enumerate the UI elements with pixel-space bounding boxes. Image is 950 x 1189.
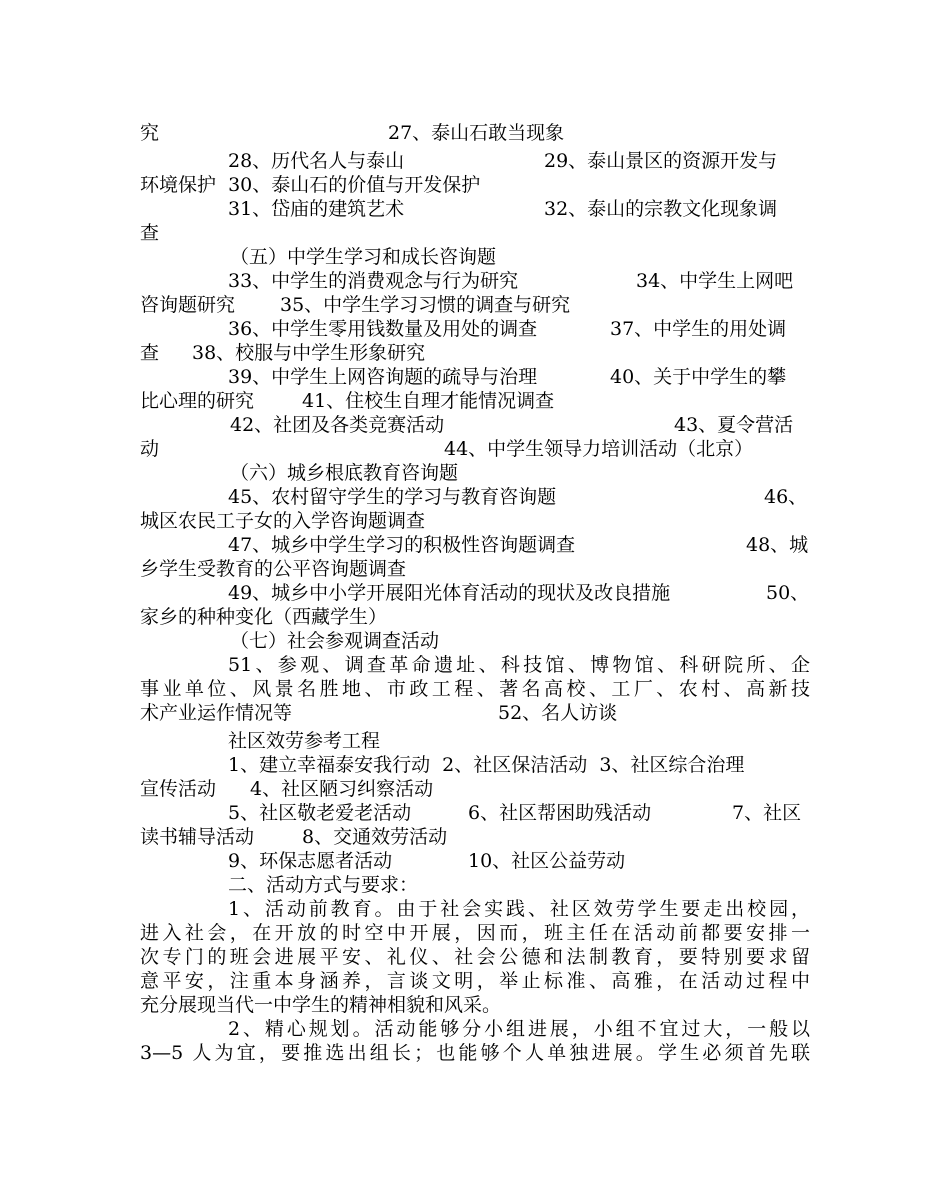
text-line bbox=[140, 341, 810, 365]
list-item: 40、关于中学生的攀 bbox=[610, 366, 787, 388]
list-item: 50、 bbox=[766, 582, 810, 604]
list-item: 38、校服与中学生形象研究 bbox=[192, 342, 426, 364]
text-line bbox=[140, 581, 810, 605]
list-item: 36、中学生零用钱数量及用处的调查 bbox=[228, 318, 538, 340]
list-item: 5、社区敬老爱老活动 bbox=[228, 802, 412, 824]
text-line bbox=[140, 269, 810, 293]
text-line bbox=[140, 777, 810, 801]
text-line bbox=[140, 825, 810, 849]
paragraph-line: 3—5 人为宜，要推选出组长；也能够个人单独进展。学生必须首先联 bbox=[140, 1042, 810, 1064]
list-item: 32、泰山的宗教文化现象调 bbox=[544, 198, 778, 220]
text-line: 家乡的种种变化（西藏学生） bbox=[140, 606, 388, 628]
text-line: 城区农民工子女的入学咨询题调查 bbox=[140, 510, 426, 532]
text-line bbox=[140, 389, 810, 413]
list-item: 29、泰山景区的资源开发与 bbox=[544, 150, 778, 172]
text-line bbox=[140, 437, 810, 461]
section-heading bbox=[140, 729, 810, 753]
list-item: 6、社区帮困助残活动 bbox=[468, 802, 652, 824]
list-item: 46、 bbox=[764, 486, 808, 508]
text-line bbox=[140, 149, 810, 173]
text-fragment: 比心理的研究 bbox=[140, 390, 255, 412]
section-heading bbox=[140, 873, 810, 897]
text-line: 查 bbox=[140, 222, 160, 244]
paragraph-line: 进入社会，在开放的时空中开展，因而，班主任在活动前都要安排一 bbox=[140, 922, 810, 944]
text-fragment: 读书辅导活动 bbox=[140, 826, 255, 848]
text-line bbox=[140, 293, 810, 317]
text-line: 乡学生受教育的公平咨询题调查 bbox=[140, 558, 407, 580]
list-item: 8、交通效劳活动 bbox=[302, 826, 448, 848]
section-heading bbox=[140, 461, 810, 485]
text-line: 51、参观、调查革命遗址、科技馆、博物馆、科研院所、企 bbox=[228, 654, 810, 676]
section-heading-text: 二、活动方式与要求： bbox=[228, 874, 419, 896]
text-line bbox=[140, 317, 810, 341]
text-line: 事业单位、风景名胜地、市政工程、著名高校、工厂、农村、高新技 bbox=[140, 678, 810, 700]
section-heading bbox=[140, 629, 810, 653]
list-item: 7、社区 bbox=[732, 802, 802, 824]
paragraph-line: 1、活动前教育。由于社会实践、社区效劳学生要走出校园， bbox=[228, 898, 810, 920]
list-item: 48、城 bbox=[746, 534, 809, 556]
text-fragment: 动 bbox=[140, 438, 160, 460]
text-fragment: 咨询题研究 bbox=[140, 294, 236, 316]
text-line bbox=[140, 365, 810, 389]
list-item: 33、中学生的消费观念与行为研究 bbox=[228, 270, 519, 292]
list-item: 42、社团及各类竞赛活动 bbox=[230, 414, 445, 436]
paragraph-line: 2、精心规划。活动能够分小组进展，小组不宜过大，一般以 bbox=[228, 1018, 810, 1040]
list-item: 47、城乡中学生学习的积极性咨询题调查 bbox=[228, 534, 576, 556]
text-line bbox=[140, 801, 810, 825]
text-fragment: 术产业运作情况等 bbox=[140, 702, 293, 724]
list-item: 41、住校生自理才能情况调查 bbox=[302, 390, 555, 412]
paragraph-line: 次专门的班会进展平安、礼仪、社会公德和法制教育，要特别要求留 bbox=[140, 946, 810, 968]
list-item: 10、社区公益劳动 bbox=[468, 850, 626, 872]
section-heading-text: （七）社会参观调查活动 bbox=[230, 630, 440, 652]
list-item: 31、岱庙的建筑艺术 bbox=[228, 198, 405, 220]
text-line bbox=[140, 485, 810, 509]
section-heading-text: （六）城乡根底教育咨询题 bbox=[230, 462, 459, 484]
list-item: 35、中学生学习习惯的调查与研究 bbox=[280, 294, 571, 316]
text-line bbox=[140, 701, 810, 725]
text-line bbox=[140, 197, 810, 221]
list-item: 43、夏令营活 bbox=[674, 414, 794, 436]
text-line bbox=[140, 849, 810, 873]
text-line bbox=[140, 533, 810, 557]
paragraph-line: 意平安，注重本身涵养，言谈文明，举止标准、高雅，在活动过程中 bbox=[140, 970, 810, 992]
text-fragment: 究 bbox=[140, 122, 160, 144]
section-heading-text: （五）中学生学习和成长咨询题 bbox=[230, 246, 497, 268]
list-item: 34、中学生上网吧 bbox=[636, 270, 794, 292]
list-item: 4、社区陋习纠察活动 bbox=[250, 778, 434, 800]
list-item: 39、中学生上网咨询题的疏导与治理 bbox=[228, 366, 538, 388]
text-line: 1、建立幸福泰安我行动 2、社区保洁活动 3、社区综合治理 bbox=[228, 754, 745, 776]
text-line bbox=[140, 121, 810, 145]
list-item: 37、中学生的用处调 bbox=[610, 318, 787, 340]
section-heading-text: 社区效劳参考工程 bbox=[228, 730, 381, 752]
list-item: 52、名人访谈 bbox=[498, 702, 618, 724]
list-item: 44、中学生领导力培训活动（北京） bbox=[444, 438, 754, 460]
list-item: 49、城乡中小学开展阳光体育活动的现状及改良措施 bbox=[228, 582, 671, 604]
list-item: 9、环保志愿者活动 bbox=[228, 850, 393, 872]
text-line bbox=[140, 413, 810, 437]
text-line: 环境保护 30、泰山石的价值与开发保护 bbox=[140, 174, 481, 196]
text-fragment: 查 bbox=[140, 342, 160, 364]
section-heading bbox=[140, 245, 810, 269]
paragraph-line: 充分展现当代一中学生的精神相貌和风采。 bbox=[140, 994, 502, 1016]
list-item: 27、泰山石敢当现象 bbox=[388, 122, 565, 144]
list-item: 45、农村留守学生的学习与教育咨询题 bbox=[228, 486, 557, 508]
list-item: 28、历代名人与泰山 bbox=[228, 150, 405, 172]
text-fragment: 宣传活动 bbox=[140, 778, 217, 800]
